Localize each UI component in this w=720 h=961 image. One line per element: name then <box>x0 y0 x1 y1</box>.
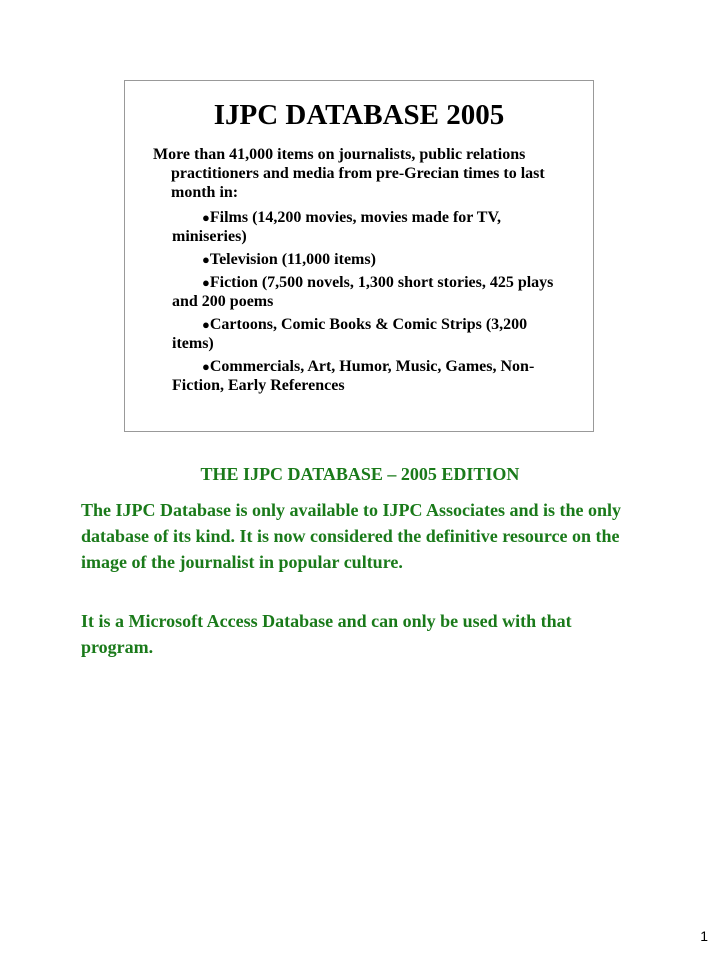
bullet-item-fiction: ●Fiction (7,500 novels, 1,300 short stories, 425 plays and 200 poems <box>172 274 554 310</box>
bullet-item-cartoons: ●Cartoons, Comic Books & Comic Strips (3,200 items) <box>172 316 528 352</box>
bullet-dot-icon: ● <box>202 252 210 267</box>
bullet-dot-icon: ● <box>202 317 210 332</box>
slide-title: IJPC DATABASE 2005 <box>213 99 505 131</box>
bullet-dot-icon: ● <box>202 210 210 225</box>
slide-bullet-list <box>172 208 572 399</box>
bullet-item-films: ●Films (14,200 movies, movies made for TV, miniseries) <box>172 209 501 245</box>
bullet-item-television: ●Television (11,000 items) <box>202 251 376 268</box>
bullet-dot-icon: ● <box>202 275 210 290</box>
slide-intro-text: More than 41,000 items on journalists, public relations practitioners and media from pre-Grecian times to last month in: <box>153 146 545 201</box>
notes-paragraph-2: It is a Microsoft Access Database and can only be used with that program. <box>81 611 572 657</box>
page-number: 1 <box>700 928 708 944</box>
slide-thumbnail <box>124 80 594 432</box>
bullet-dot-icon: ● <box>202 359 210 374</box>
notes-paragraph-1: The IJPC Database is only available to IJPC Associates and is the only database of its kind. It is now considered the definitive resource on the image of the journalist in popular culture. <box>81 500 622 572</box>
bullet-item-commercials: ●Commercials, Art, Humor, Music, Games, Non-Fiction, Early References <box>172 358 535 394</box>
notes-heading: THE IJPC DATABASE – 2005 EDITION <box>200 464 520 484</box>
